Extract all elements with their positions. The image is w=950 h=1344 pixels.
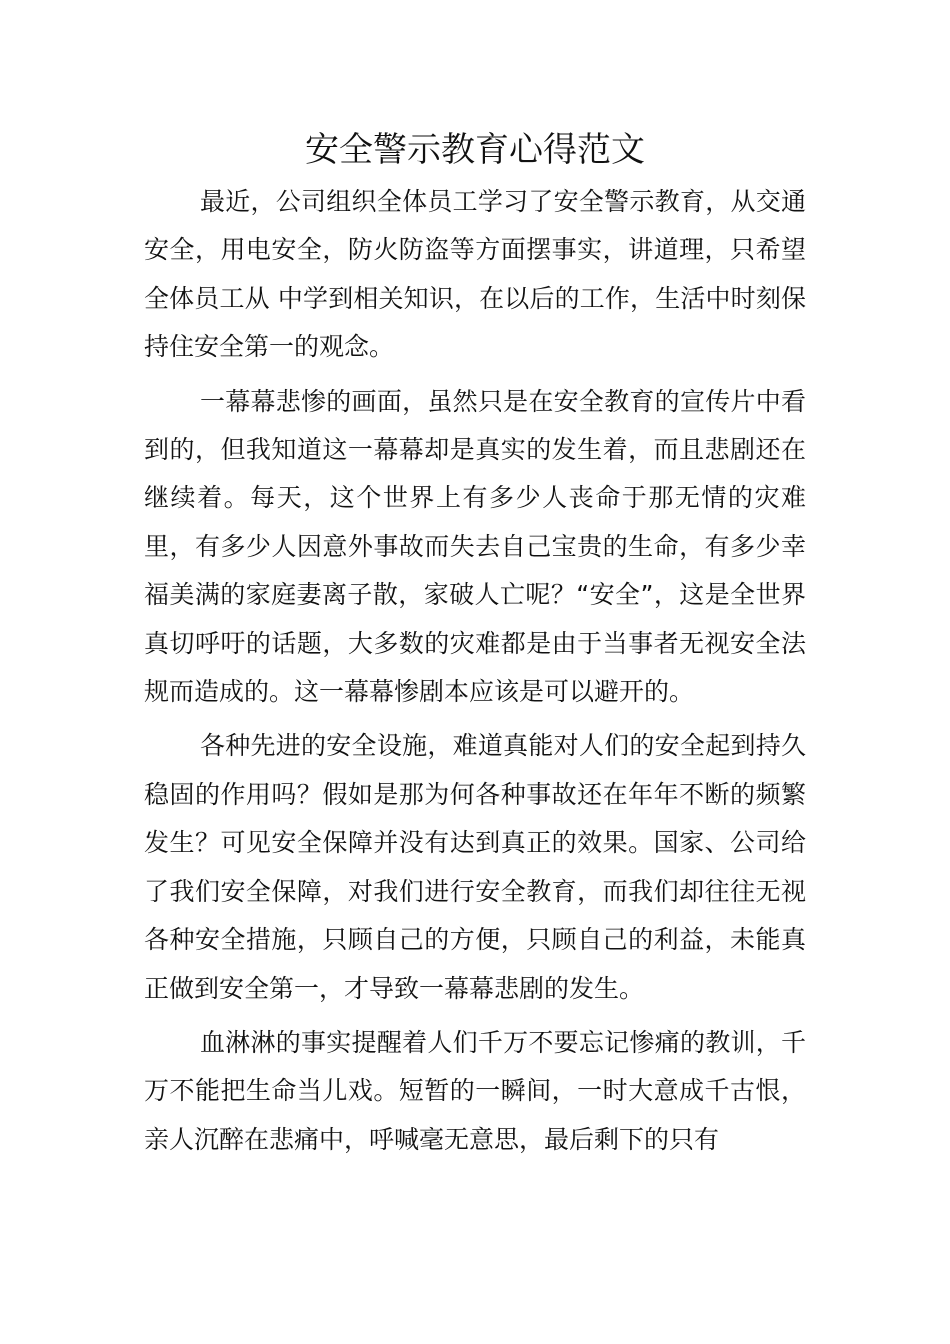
paragraph-2: 一幕幕悲惨的画面，虽然只是在安全教育的宣传片中看到的，但我知道这一幕幕却是真实的发生着，而且悲剧还在继续着。每天，这个世界上有多少人丧命于那无情的灾难里，有多少人因意外事故而失去自己宝贵的生命，有多少幸福美满的家庭妻离子散，家破人亡呢？“安全”，这是全世界真切呼吁的话题，大多数的灾难都是由于当事者无视安全法规而造成的。这一幕幕惨剧本应该是可以避开的。 xyxy=(144,386,806,707)
paragraph-1: 最近，公司组织全体员工学习了安全警示教育，从交通安全，用电安全，防火防盗等方面摆事实，讲道理，只希望全体员工从 中学到相关知识，在以后的工作，生活中时刻保持住安全第一的观念。 xyxy=(144,187,806,362)
paragraph-3: 各种先进的安全设施，难道真能对人们的安全起到持久稳固的作用吗？假如是那为何各种事故还在年年不断的频繁发生？可见安全保障并没有达到真正的效果。国家、公司给了我们安全保障，对我们进行安全教育，而我们却往往无视各种安全措施，只顾自己的方便，只顾自己的利益，未能真正做到安全第一，才导致一幕幕悲剧的发生。 xyxy=(144,731,806,1003)
document-title: 安全警示教育心得范文 xyxy=(305,130,645,170)
paragraph-4: 血淋淋的事实提醒着人们千万不要忘记惨痛的教训，千万不能把生命当儿戏。短暂的一瞬间，一时大意成千古恨，亲人沉醉在悲痛中，呼喊毫无意思，最后剩下的只有 xyxy=(144,1027,806,1154)
document-body xyxy=(144,178,806,1170)
